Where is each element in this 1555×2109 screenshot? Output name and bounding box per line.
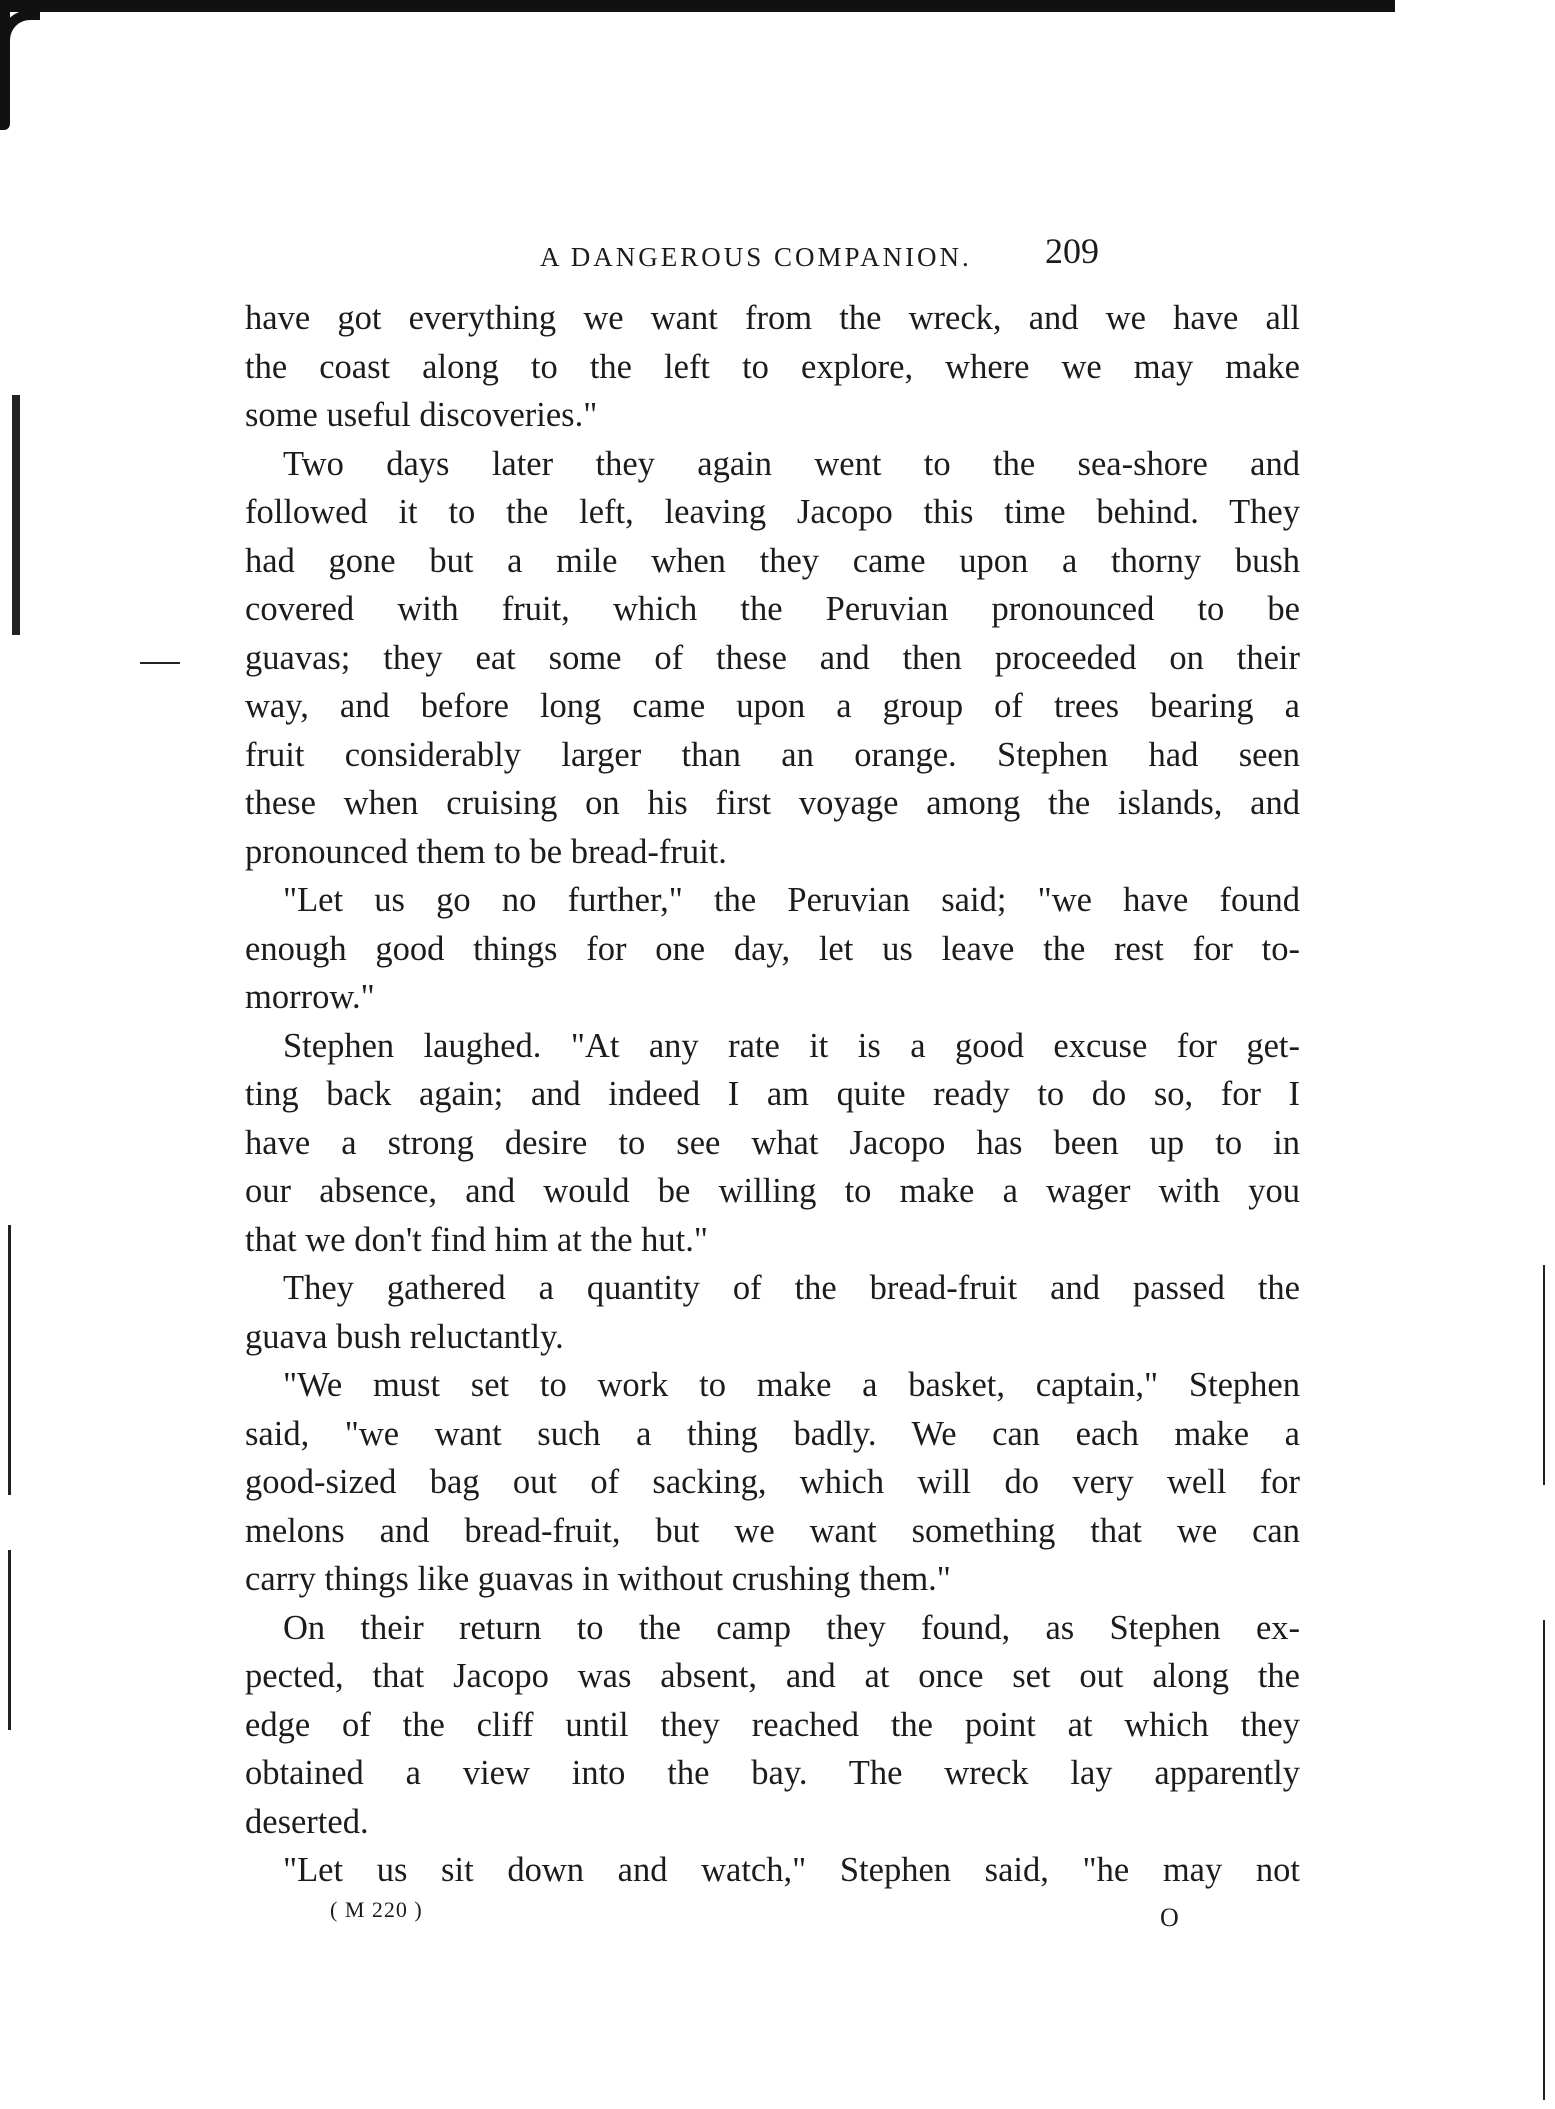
text-line: pronounced them to be bread-fruit. bbox=[245, 832, 727, 871]
text-line: followed it to the left, leaving Jacopo this time behind. They bbox=[245, 493, 1300, 531]
text-line: deserted. bbox=[245, 1802, 369, 1841]
page-footer bbox=[245, 1897, 1300, 1937]
running-title: A DANGEROUS COMPANION. bbox=[540, 242, 972, 272]
text-line: edge of the cliff until they reached the point at which they bbox=[245, 1705, 1300, 1744]
text-line: morrow." bbox=[245, 978, 375, 1016]
text-line: have a strong desire to see what Jacopo has been up to in bbox=[245, 1123, 1300, 1162]
text-line: that we don't find him at the hut." bbox=[245, 1220, 708, 1259]
text-line: "Let us go no further," the Peruvian said; "we have found bbox=[283, 881, 1300, 919]
text-line: good-sized bag out of sacking, which will do very well for bbox=[245, 1463, 1300, 1501]
text-line: fruit considerably larger than an orange. Stephen had seen bbox=[245, 735, 1300, 774]
text-line: had gone but a mile when they came upon a thorny bush bbox=[245, 541, 1300, 580]
scan-mark-right-1 bbox=[1543, 1265, 1545, 1485]
scan-edge-top bbox=[0, 0, 1395, 12]
text-line: enough good things for one day, let us leave the rest for to- bbox=[245, 929, 1300, 968]
text-line: way, and before long came upon a group of trees bearing a bbox=[245, 687, 1300, 725]
text-line: our absence, and would be willing to make a wager with you bbox=[245, 1172, 1300, 1210]
scan-mark-left-1 bbox=[12, 395, 20, 635]
running-head bbox=[245, 220, 1300, 290]
text-line: "Let us sit down and watch," Stephen said, "he may not bbox=[283, 1851, 1300, 1889]
text-line: Two days later they again went to the sea-shore and bbox=[283, 444, 1300, 483]
text-line: Stephen laughed. "At any rate it is a good excuse for get- bbox=[283, 1026, 1300, 1065]
text-line: carry things like guavas in without crushing them." bbox=[245, 1560, 951, 1598]
text-line: melons and bread-fruit, but we want something that we can bbox=[245, 1511, 1300, 1550]
text-line: have got everything we want from the wreck, and we have all bbox=[245, 299, 1300, 337]
text-line: said, "we want such a thing badly. We can each make a bbox=[245, 1414, 1300, 1453]
scan-mark-left-3 bbox=[8, 1550, 11, 1730]
text-line: guavas; they eat some of these and then proceeded on their bbox=[245, 638, 1300, 677]
text-line: obtained a view into the bay. The wreck lay apparently bbox=[245, 1754, 1300, 1792]
text-line: covered with fruit, which the Peruvian pronounced to be bbox=[245, 590, 1300, 628]
scan-edge-left bbox=[0, 0, 10, 130]
text-line: On their return to the camp they found, as Stephen ex- bbox=[283, 1608, 1300, 1647]
book-page bbox=[245, 220, 1300, 1937]
printer-signature: ( M 220 ) bbox=[330, 1896, 423, 1922]
scan-mark-right-2 bbox=[1543, 1620, 1545, 2100]
text-line: some useful discoveries." bbox=[245, 396, 598, 434]
body-text bbox=[245, 294, 1300, 1895]
text-line: pected, that Jacopo was absent, and at once set out along the bbox=[245, 1657, 1300, 1695]
scan-mark-left-2 bbox=[8, 1225, 11, 1495]
text-line: They gathered a quantity of the bread-fruit and passed the bbox=[283, 1269, 1300, 1307]
text-line: ting back again; and indeed I am quite ready to do so, for I bbox=[245, 1075, 1300, 1113]
text-line: the coast along to the left to explore, where we may make bbox=[245, 347, 1300, 386]
text-line: guava bush reluctantly. bbox=[245, 1317, 564, 1356]
text-line: these when cruising on his first voyage among the islands, and bbox=[245, 784, 1300, 822]
text-line: "We must set to work to make a basket, captain," Stephen bbox=[283, 1366, 1300, 1404]
page-number: 209 bbox=[1045, 231, 1099, 271]
scan-dash bbox=[140, 662, 180, 664]
signature-letter: O bbox=[1160, 1902, 1179, 1932]
